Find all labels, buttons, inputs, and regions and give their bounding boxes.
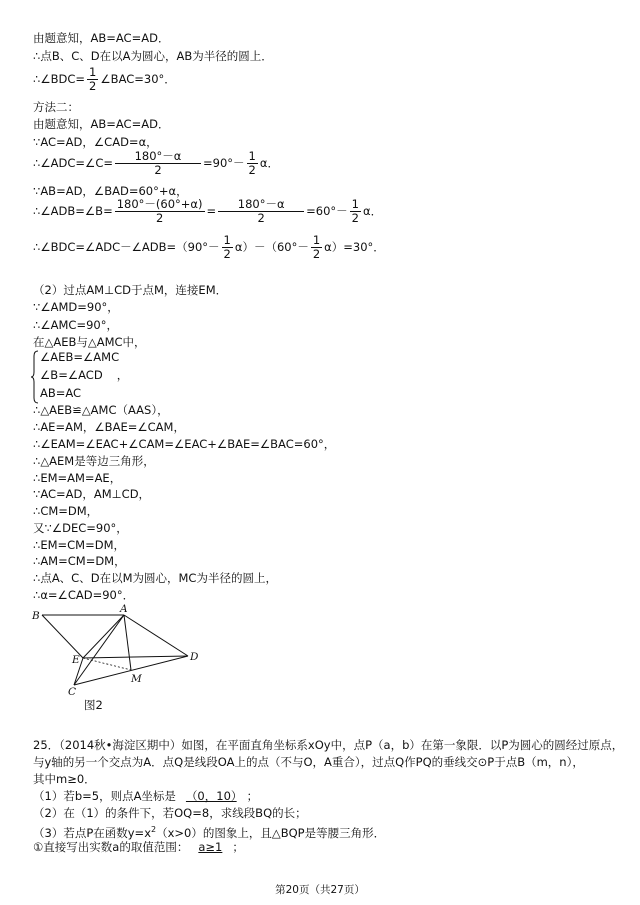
text-line: 在△AEB与△AMC中， [33,335,146,349]
segment-em-dashed [83,658,131,670]
left-brace [31,350,39,404]
question-line: （2）在（1）的条件下，若OQ=8，求线段BQ的长； [33,806,307,820]
label-m: M [131,673,142,685]
label-b: B [32,610,40,622]
text-line: ∴△AEM是等边三角形， [33,454,155,468]
fraction: $\frac{1}{2}$ [223,233,231,261]
text-line: 方法二： [33,100,79,114]
text-line: ∴点B、C、D在以A为圆心，AB为半径的圆上． [33,49,273,63]
text-line: （2）过点AM⊥CD于点M，连接EM． [33,283,228,297]
text-line: 由题意知，AB=AC=AD． [33,117,170,131]
text-line: 由题意知，AB=AC=AD． [33,31,170,45]
text-line: ∴EM=AM=AE， [33,471,122,485]
text-line: ∵AB=AD，∠BAD=60°+α， [33,184,188,198]
text-line: ∵AC=AD，∠CAD=α， [33,135,158,149]
text-line: ∴∠BDC=∠ADC－∠ADB=（90°－ $\frac{1}{2}$ α）－（60°－ $\frac{1}{2}$ α）=30°． [33,233,385,261]
label-a: A [120,604,128,615]
segment-ad [124,615,188,656]
question-line: （1）若b=5，则点A坐标是 （0，10） ； [33,789,259,803]
fraction: $\frac{180^\circ-\alpha}{2}$ [115,150,201,177]
segment-am [124,615,131,670]
text-line: 又∵∠DEC=90°， [33,521,128,535]
text-line: ∴点A、C、D在以M为圆心，MC为半径的圆上， [33,571,277,585]
text-line: ∴AE=AM，∠BAE=∠CAM， [33,420,185,434]
answer-blank: （0，10） [185,789,237,803]
question-line: 与y轴的另一个交点为A．点Q是线段OA上的点（不与O，A重合），过点Q作PQ的垂线交⊙P于点B（m，n）， [33,755,584,769]
label-e: E [72,654,80,666]
system-line: ∠AEB=∠AMC [40,350,120,364]
figure-caption: 图2 [84,698,103,712]
text-line: ∴∠EAM=∠EAC+∠CAM=∠EAC+∠BAE=∠BAC=60°， [33,437,336,451]
fraction: $\frac{1}{2}$ [312,233,321,261]
system-line: AB=AC [40,386,82,400]
fraction: $\frac{1}{2}$ [89,65,97,93]
text-line: ∴∠BDC= $\frac{1}{2}$ ∠BAC=30°． [33,65,176,93]
text-line: ∴CM=DM， [33,504,99,518]
segment-be [42,615,83,658]
fraction: $\frac{180^\circ-(60^\circ+\alpha)}{2}$ [116,197,203,225]
question-line: 其中m≥0． [33,772,96,786]
text-line: ∴∠AMC=90°， [33,318,118,332]
question-line: ①直接写出实数a的取值范围： a≥1 ； [33,840,244,854]
text-line: ∴△AEB≌△AMC（AAS）， [33,403,169,417]
answer-blank: a≥1 [198,840,223,854]
fraction: $\frac{1}{2}$ [248,149,256,177]
fraction: $\frac{180^\circ-\alpha}{2}$ [218,198,304,225]
question-line: 25．（2014秋•海淀区期中）如图，在平面直角坐标系xOy中，点P（a，b）在第一象限．以P为圆心的圆经过原点， [33,738,624,752]
segment-ea [83,615,124,658]
system-line: ∠B=∠ACD ， [40,368,129,382]
label-d: D [190,651,199,663]
fraction: $\frac{1}{2}$ [351,197,359,225]
segment-ed [83,656,188,658]
text-line: ∴α=∠CAD=90°． [33,588,135,602]
text-line: ∴AM=CM=DM， [33,554,126,568]
geometry-figure [30,604,210,696]
text-line: ∴∠ADC=∠C= $\frac{180^\circ-\alpha}{2}$ =90°－ $\frac{1}{2}$ α． [33,149,279,177]
page-footer: 第20页（共27页） [275,884,365,896]
text-line: ∴EM=CM=DM， [33,538,126,552]
label-c: C [68,686,77,696]
question-line: （3）若点P在函数$y=x^2(x>0)$的图象上，且△BQP是等腰三角形． [33,825,386,840]
text-line: ∵∠AMD=90°， [33,300,119,314]
text-line: ∵AC=AD，AM⊥CD， [33,487,151,501]
text-line: ∴∠ADB=∠B= $\frac{180^\circ-(60^\circ+\alpha)}{2}$ = $\frac{180^\circ-\alpha}{2}$ =60°－ $\frac{1}{2}$ α． [33,197,383,225]
